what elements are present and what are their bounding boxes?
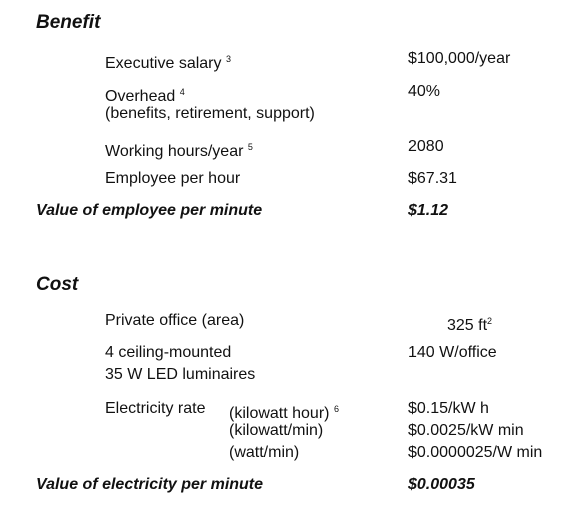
rate-value-kwh: $0.15/kW h [408, 400, 489, 417]
office-area-value: 325 $ft^2$ [447, 316, 493, 334]
rate-unit-w-min: (watt/min) [229, 444, 300, 461]
employee-minute-summary-label: Value of employee per minute [36, 202, 263, 219]
working-hours-value: 2080 [408, 138, 444, 155]
rate-unit-kw-min: (kilowatt/min) [229, 422, 324, 439]
employee-per-hour-value: $67.31 [408, 170, 457, 187]
benefit-heading: Benefit [36, 12, 101, 33]
squared-superscript: 2 [487, 316, 493, 326]
electricity-rate-label: Electricity rate [105, 400, 206, 417]
executive-salary-label: Executive salary $^3$ [105, 54, 231, 72]
rate-unit-kwh: (kilowatt hour) $^6$ [229, 404, 339, 422]
overhead-label: Overhead $^4$ [105, 87, 185, 105]
cost-heading: Cost [36, 274, 79, 295]
executive-salary-value: $100,000/year [408, 50, 511, 67]
working-hours-label: Working hours/year $^5$ [105, 142, 253, 160]
office-area-label: Private office (area) [105, 312, 245, 329]
footnote-3: 3 [225, 54, 231, 64]
electricity-minute-summary-label: Value of electricity per minute [36, 476, 264, 493]
footnote-5: 5 [247, 142, 253, 152]
luminaires-value: 140 W/office [408, 344, 497, 361]
luminaires-label-line2: 35 W LED luminaires [105, 366, 256, 383]
overhead-value: 40% [408, 83, 441, 100]
rate-value-kw-min: $0.0025/kW min [408, 422, 524, 439]
footnote-6: 6 [333, 404, 339, 414]
employee-per-hour-label: Employee per hour [105, 170, 241, 187]
footnote-4: 4 [179, 87, 185, 97]
employee-minute-summary-value: $1.12 [408, 202, 449, 219]
rate-value-w-min: $0.0000025/W min [408, 444, 543, 461]
electricity-minute-summary-value: $0.00035 [408, 476, 475, 493]
overhead-label-line2: (benefits, retirement, support) [105, 105, 315, 122]
luminaires-label: 4 ceiling-mounted [105, 344, 232, 361]
